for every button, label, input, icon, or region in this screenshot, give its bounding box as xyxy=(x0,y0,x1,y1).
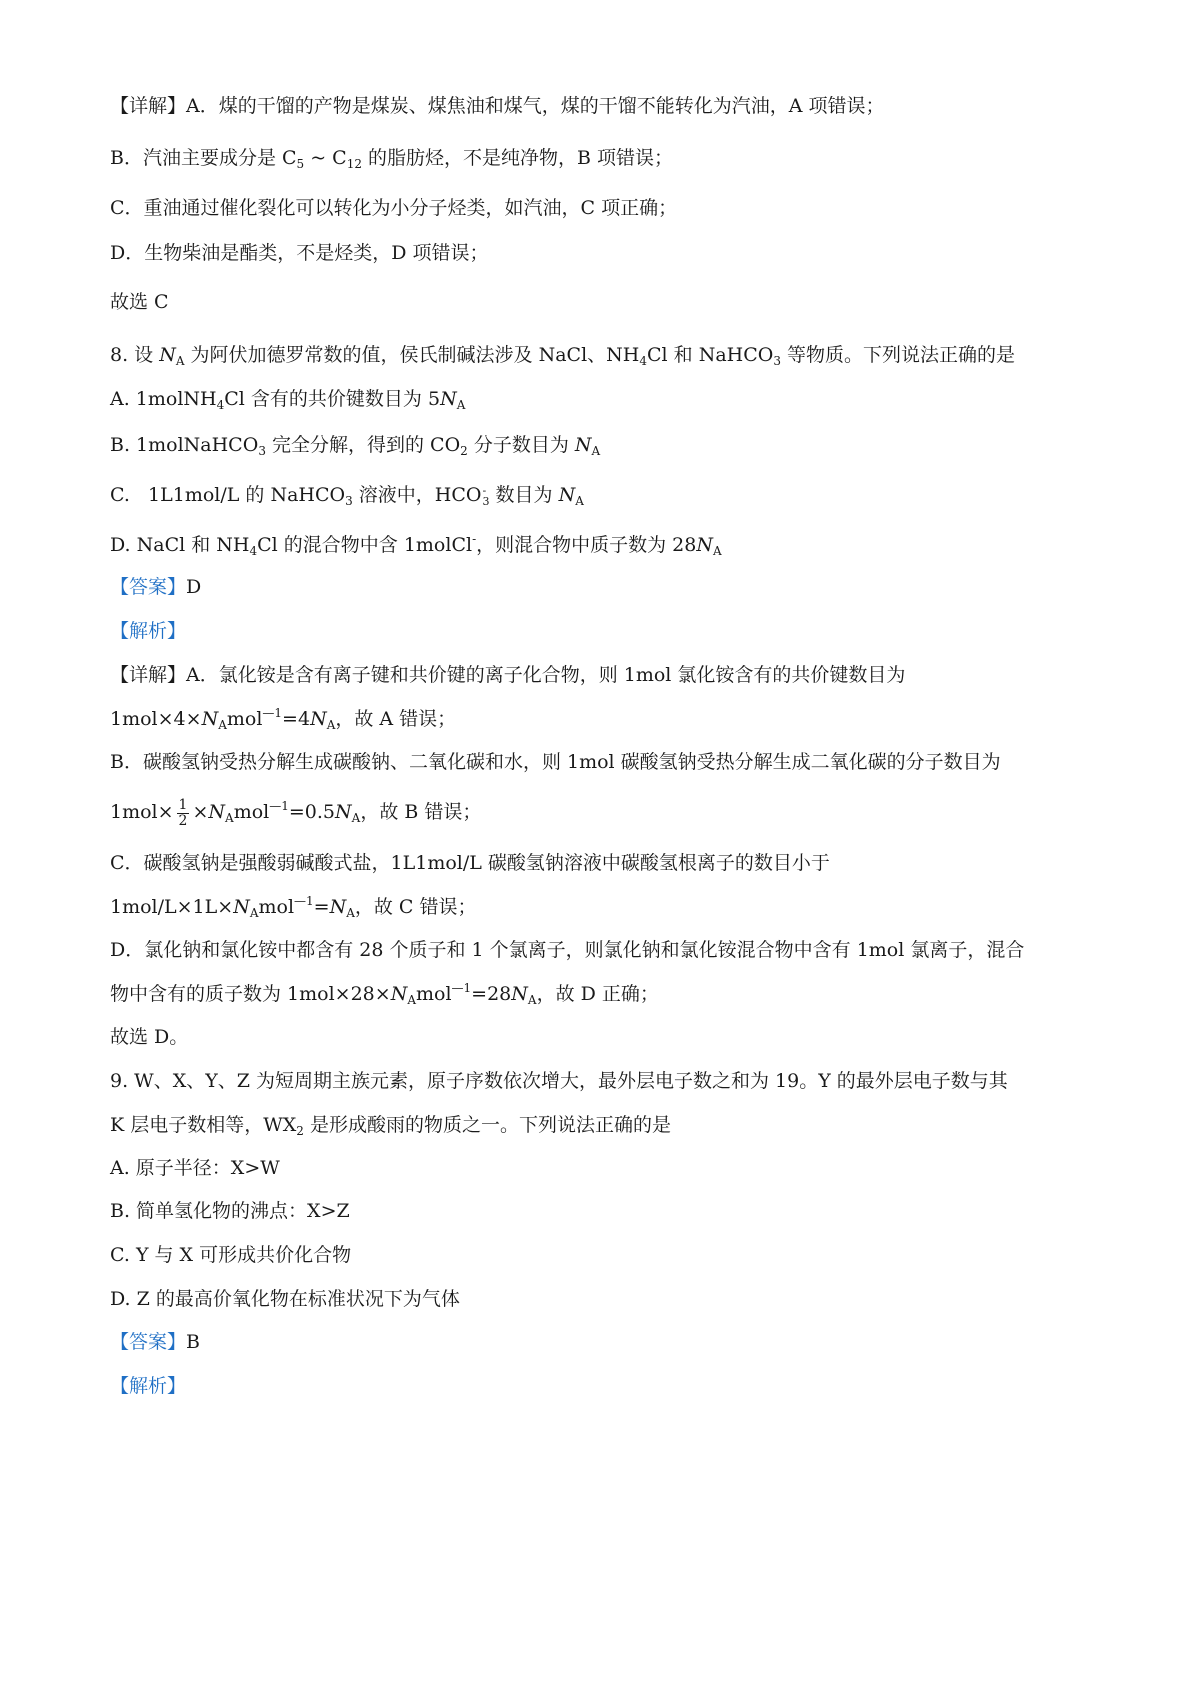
question-8-stem: 8. 设 $N_A$ 为阿伏加德罗常数的值，侯氏制碱法涉及 NaCl、$NH_4Cl$ 和 NaHCO$_3$ 等物质。下列说法正确的是 xyxy=(110,344,1016,368)
explanation-line-b: B．汽油主要成分是 $C_5$ ~ $C_{12}$ 的脂肪烃，不是纯净物，B 项错误； xyxy=(110,147,674,171)
detail-8-b-line-1: B．碳酸氢钠受热分解生成碳酸钠、二氧化碳和水，则 1mol 碳酸氢钠受热分解生成二氧化碳的分子数目为 xyxy=(110,751,1001,773)
answer-9: 【答案】B xyxy=(110,1331,200,1353)
explanation-line-c: C．重油通过催化裂化可以转化为小分子烃类，如汽油，C 项正确； xyxy=(110,197,678,219)
question-9-stem-line-2: K 层电子数相等，$WX_2$ 是形成酸雨的物质之一。下列说法正确的是 xyxy=(110,1114,671,1138)
detail-8-b-line-2: 1mol× $\frac{1}{2}$ $\times N_Amol^{—1}=0.5N_A$，故 B 错误； xyxy=(110,796,482,829)
explanation-line-a: 【详解】A．煤的干馏的产物是煤炭、煤焦油和煤气，煤的干馏不能转化为汽油，A 项错误； xyxy=(110,95,885,117)
explanation-line-d: D．生物柴油是酯类，不是烃类，D 项错误； xyxy=(110,242,489,264)
detail-8-a-line-2: $1mol\times 4\times N_Amol^{—1}=4N_A$，故 A 错误； xyxy=(110,706,457,732)
analysis-8-label: 【解析】 xyxy=(110,620,187,642)
question-9-stem-line-1: 9. W、X、Y、Z 为短周期主族元素，原子序数依次增大，最外层电子数之和为 19。Y 的最外层电子数与其 xyxy=(110,1070,1008,1092)
conclusion-line: 故选 C xyxy=(110,291,169,313)
question-8-option-d: D. NaCl 和 $NH_4Cl$ 的混合物中含 1molCl-，则混合物中质子数为 $28N_A$ xyxy=(110,532,722,558)
question-9-option-c: C. Y 与 X 可形成共价化合物 xyxy=(110,1244,352,1266)
detail-8-d-line-1: D．氯化钠和氯化铵中都含有 28 个质子和 1 个氯离子，则氯化钠和氯化铵混合物中含有 1mol 氯离子，混合 xyxy=(110,939,1025,961)
analysis-9-label: 【解析】 xyxy=(110,1375,187,1397)
question-9-option-a: A. 原子半径：X>W xyxy=(110,1157,280,1179)
question-9-option-b: B. 简单氢化物的沸点：X>Z xyxy=(110,1200,350,1222)
detail-8-conclusion: 故选 D。 xyxy=(110,1026,189,1048)
detail-8-c-line-2: $1mol/L\times 1L\times N_Amol^{—1}=N_A$，故 C 错误； xyxy=(110,894,477,920)
detail-8-d-line-2: 物中含有的质子数为 $1mol\times 28\times N_Amol^{—1}=28N_A$，故 D 正确； xyxy=(110,981,659,1007)
fraction-one-half: $\frac{1}{2}$ xyxy=(178,796,188,829)
question-8-option-c: C. 1L1mol/L 的 NaHCO$_3$ 溶液中，HCO - 3 数目为 $N_A$ xyxy=(110,484,584,508)
question-9-option-d: D. Z 的最高价氧化物在标准状况下为气体 xyxy=(110,1288,460,1310)
detail-8-a-line-1: 【详解】A．氯化铵是含有离子键和共价键的离子化合物，则 1mol 氯化铵含有的共价键数目为 xyxy=(110,664,906,686)
answer-8: 【答案】D xyxy=(110,576,202,598)
question-8-option-b: B. 1molNaHCO$_3$ 完全分解，得到的 $CO_2$ 分子数目为 $N_A$ xyxy=(110,434,601,458)
detail-8-c-line-1: C．碳酸氢钠是强酸弱碱酸式盐，1L1mol/L 碳酸氢钠溶液中碳酸氢根离子的数目小于 xyxy=(110,852,830,874)
question-8-option-a: A. 1molNH$_4$Cl 含有的共价键数目为 $5N_A$ xyxy=(110,388,466,412)
